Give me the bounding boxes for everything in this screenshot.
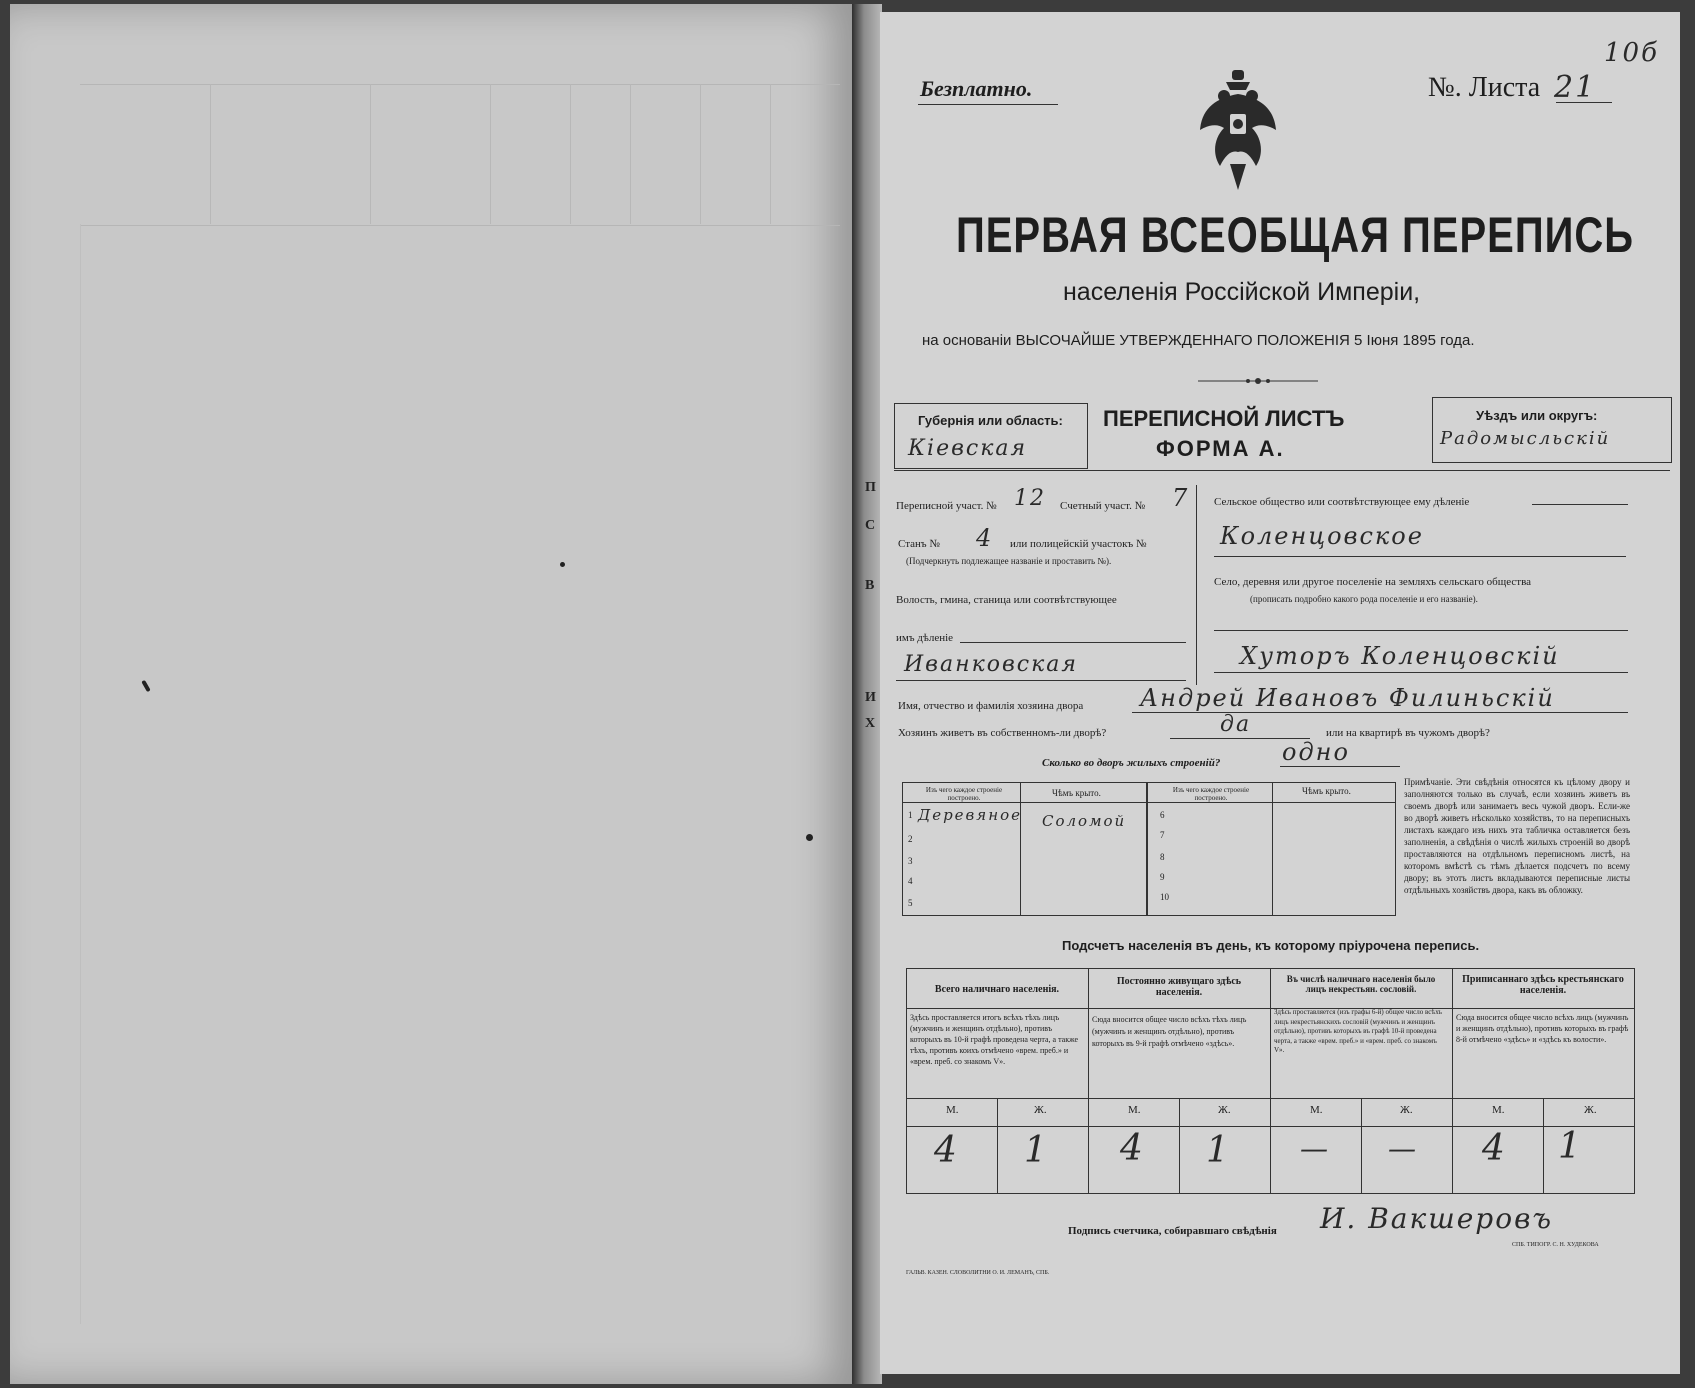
guberniya-value: Кіевская	[908, 436, 1028, 461]
count-sub-line	[906, 1126, 1635, 1127]
count-value: 1	[1558, 1126, 1583, 1167]
count-value: 4	[1120, 1128, 1145, 1169]
form-title: ПЕРЕПИСНОЙ ЛИСТЪ	[1103, 406, 1345, 431]
buildings-col1-header: Изъ чего каждое строеніе построено.	[1172, 786, 1250, 802]
building-material: Деревяное	[918, 806, 1023, 824]
guberniya-label: Губернія или область:	[918, 413, 1063, 428]
count-header-line	[906, 1008, 1635, 1009]
owner-lives-alt: или на квартирѣ въ чужомъ дворѣ?	[1326, 727, 1490, 739]
volost-label: Волость, гмина, станица или соотвѣтствующее	[896, 594, 1117, 606]
count-desc: Здѣсь проставляется итогъ всѣхъ тѣхъ лицъ (мужчинъ и женщинъ отдѣльно), противъ которыхъ въ 10-й графѣ проведена черта, а также тѣхъ, противъ коихъ отмѣчено «врем. преб.» и «врем. преб. со знакомъ V».	[910, 1013, 1079, 1066]
census-title: ПЕРВАЯ ВСЕОБЩАЯ ПЕРЕПИСЬ	[956, 208, 1634, 263]
count-sub-col	[997, 1098, 998, 1194]
fill-line	[1280, 766, 1400, 767]
field-divider	[1196, 485, 1197, 685]
row-number: 10	[1160, 892, 1169, 902]
edge-letter: П	[865, 480, 876, 495]
count-sub-header: Ж.	[1584, 1104, 1597, 1116]
count-value: 1	[1024, 1130, 1049, 1171]
ink-speck	[806, 834, 813, 841]
underline	[1556, 102, 1612, 103]
row-number: 8	[1160, 852, 1165, 862]
sheet-number-value: 21	[1554, 70, 1597, 105]
bleed-column	[700, 84, 701, 224]
row-number: 1	[908, 810, 913, 820]
count-header: Всего наличнаго населенія.	[934, 984, 1060, 995]
schet-uch-label: Счетный участ. №	[1060, 500, 1146, 512]
double-headed-eagle-icon	[1196, 68, 1280, 192]
count-sub-header: М.	[1492, 1104, 1505, 1116]
schet-uch-value: 7	[1172, 484, 1190, 512]
header-rule	[894, 470, 1670, 471]
row-number: 5	[908, 898, 913, 908]
count-sub-header: Ж.	[1034, 1104, 1047, 1116]
count-value: 1	[1206, 1130, 1231, 1171]
buildings-note: Примѣчаніе. Эти свѣдѣнія относятся къ цѣлому двору и заполняются только въ случаѣ, если хозяинъ живетъ въ своемъ дворѣ или занимаетъ весь чужой дворъ. Если-же во дворѣ живетъ нѣсколько хозяйствъ, то на переписныхъ листахъ каждаго изъ нихъ эта табличка оставляется безъ заполненія, а свѣдѣнія о числѣ жилыхъ строеній во дворѣ проставляются на отдѣльномъ переписномъ листѣ, на которомъ вмѣстѣ съ тѣмъ дѣлается подсчетъ по всему двору; въ этотъ листъ вкладываются переписные листы отдѣльныхъ хозяйствъ двора, какъ въ обложку.	[1404, 777, 1630, 895]
count-col-line	[1452, 968, 1453, 1194]
edge-letter: Х	[865, 716, 876, 731]
row-number: 2	[908, 834, 913, 844]
count-value: 4	[1482, 1128, 1507, 1169]
row-number: 6	[1160, 810, 1165, 820]
bleed-column	[210, 84, 211, 224]
volost-label-2: имъ дѣленіе	[896, 632, 954, 644]
uezd-label: Уѣздъ или округъ:	[1476, 408, 1598, 423]
fill-line	[896, 680, 1186, 681]
uezd-value: Радомысльскій	[1440, 428, 1611, 449]
underline-note: (Подчеркнуть подлежащее названіе и проставить №).	[906, 556, 1112, 566]
count-value: —	[1388, 1132, 1418, 1165]
count-desc: Здѣсь проставляется (изъ графы 6-й) общее число всѣхъ лицъ некрестьянскихъ сословій (мужчинъ и женщинъ отдѣльно), противъ которыхъ въ графѣ 10-й проведена черта, а также «врем. преб.» и «врем. преб. со знакомъ V».	[1274, 1008, 1443, 1055]
owner-name-label: Имя, отчество и фамилія хозяина двора	[898, 700, 1084, 712]
owner-lives-label: Хозяинъ живетъ въ собственномъ-ли дворѣ?	[898, 727, 1107, 739]
stan-label: Станъ №	[898, 538, 940, 550]
count-desc: Сюда вносится общее число всѣхъ тѣхъ лицъ (мужчинъ и женщинъ отдѣльно), противъ которыхъ въ 9-й графѣ отмѣчено «здѣсь».	[1092, 1015, 1247, 1048]
count-title: Подсчетъ населенія въ день, къ которому пріурочена перепись.	[1062, 938, 1480, 953]
count-value: —	[1300, 1132, 1330, 1165]
count-desc: Сюда вносится общее число всѣхъ лицъ (мужчинъ и женщинъ отдѣльно), противъ которыхъ въ графѣ 8-й отмѣчено «здѣсь» и «здѣсь къ волости».	[1456, 1013, 1629, 1044]
legal-basis: на основаніи ВЫСОЧАЙШЕ УТВЕРЖДЕННАГО ПОЛОЖЕНІЯ 5 Іюня 1895 года.	[922, 332, 1475, 349]
society-value: Коленцовское	[1220, 522, 1424, 550]
buildings-col1-header: Изъ чего каждое строеніе построено.	[925, 786, 1003, 802]
ornament-divider-icon	[1198, 375, 1318, 387]
edge-letter: С	[865, 518, 876, 533]
buildings-label: Сколько во дворъ жилыхъ строеній?	[1042, 757, 1221, 769]
village-note: (прописать подробно какого рода поселеніе и его названіе).	[1250, 594, 1478, 604]
count-sub-col	[1179, 1098, 1180, 1194]
row-number: 9	[1160, 872, 1165, 882]
printer-right: СПБ. ТИПОГР. С. Н. ХУДЕКОВА	[1512, 1242, 1599, 1248]
owner-name-value: Андрей Ивановъ Филиньскій	[1140, 684, 1555, 712]
fill-line	[1214, 630, 1628, 631]
ink-speck	[560, 562, 565, 567]
signature-label: Подпись счетчика, собиравшаго свѣдѣнія	[1068, 1225, 1277, 1237]
row-number: 7	[1160, 830, 1165, 840]
count-col-line	[1270, 968, 1271, 1194]
census-subtitle: населенія Россійской Имперіи,	[1063, 278, 1421, 306]
count-sub-col	[1543, 1098, 1544, 1194]
edge-letter: И	[865, 690, 876, 705]
bleed-column	[630, 84, 631, 224]
bleed-column	[570, 84, 571, 224]
form-subtitle: ФОРМА А.	[1156, 436, 1285, 461]
buildings-col2-header: Чѣмъ крыто.	[1052, 788, 1101, 798]
underline	[918, 104, 1058, 105]
count-sub-header: Ж.	[1400, 1104, 1413, 1116]
count-col-line	[1088, 968, 1089, 1194]
fill-line	[1214, 672, 1628, 673]
corner-page-number: 10б	[1604, 38, 1659, 68]
fill-line	[1532, 504, 1628, 505]
count-header: Въ числѣ наличнаго населенія было лицъ некрестьян. сословій.	[1286, 974, 1436, 994]
count-sub-header: М.	[1310, 1104, 1323, 1116]
perepis-uch-label: Переписной участ. №	[896, 500, 997, 512]
row-number: 4	[908, 876, 913, 886]
edge-letter: В	[865, 578, 875, 593]
free-label: Безплатно.	[920, 76, 1033, 101]
table-header-line	[902, 802, 1396, 803]
bleed-margin-line	[80, 224, 81, 1324]
fill-line	[1214, 556, 1626, 557]
signature-value: И. Вакшеровъ	[1320, 1202, 1554, 1235]
society-label: Сельское общество или соотвѣтствующее ему дѣленіе	[1214, 496, 1470, 508]
owner-lives-value: да	[1220, 712, 1252, 737]
count-sub-header: Ж.	[1218, 1104, 1231, 1116]
bleed-column	[490, 84, 491, 224]
buildings-value: одно	[1282, 738, 1350, 766]
fill-line	[1132, 712, 1628, 713]
sheet-number-label: №. Листа	[1428, 72, 1541, 103]
village-value: Хуторъ Коленцовскій	[1240, 642, 1560, 670]
perepis-uch-value: 12	[1014, 486, 1046, 511]
count-sub-header: М.	[1128, 1104, 1141, 1116]
stan-value: 4	[976, 524, 994, 552]
building-roof: Соломой	[1042, 812, 1127, 830]
count-header: Приписаннаго здѣсь крестьянскаго населенія.	[1462, 974, 1624, 996]
count-sub-col	[1361, 1098, 1362, 1194]
count-desc-line	[906, 1098, 1635, 1099]
bleed-column	[370, 84, 371, 224]
fill-line	[960, 642, 1186, 643]
village-label: Село, деревня или другое поселеніе на земляхъ сельскаго общества	[1214, 576, 1532, 588]
count-sub-header: М.	[946, 1104, 959, 1116]
printer-left: ГАЛЬВ. КАЗЕН. СЛОВОЛИТНИ О. И. ЛЕМАНЪ, СПБ.	[906, 1270, 1050, 1276]
buildings-col2-header: Чѣмъ крыто.	[1302, 786, 1351, 796]
count-header: Постоянно живущаго здѣсь населенія.	[1116, 976, 1242, 998]
bleed-through-table	[80, 84, 840, 226]
bleed-column	[770, 84, 771, 224]
left-page	[10, 4, 855, 1384]
row-number: 3	[908, 856, 913, 866]
volost-value: Иванковская	[904, 652, 1078, 677]
ink-speck	[141, 680, 150, 692]
count-value: 4	[934, 1130, 959, 1171]
police-label: или полицейскій участокъ №	[1010, 538, 1147, 550]
